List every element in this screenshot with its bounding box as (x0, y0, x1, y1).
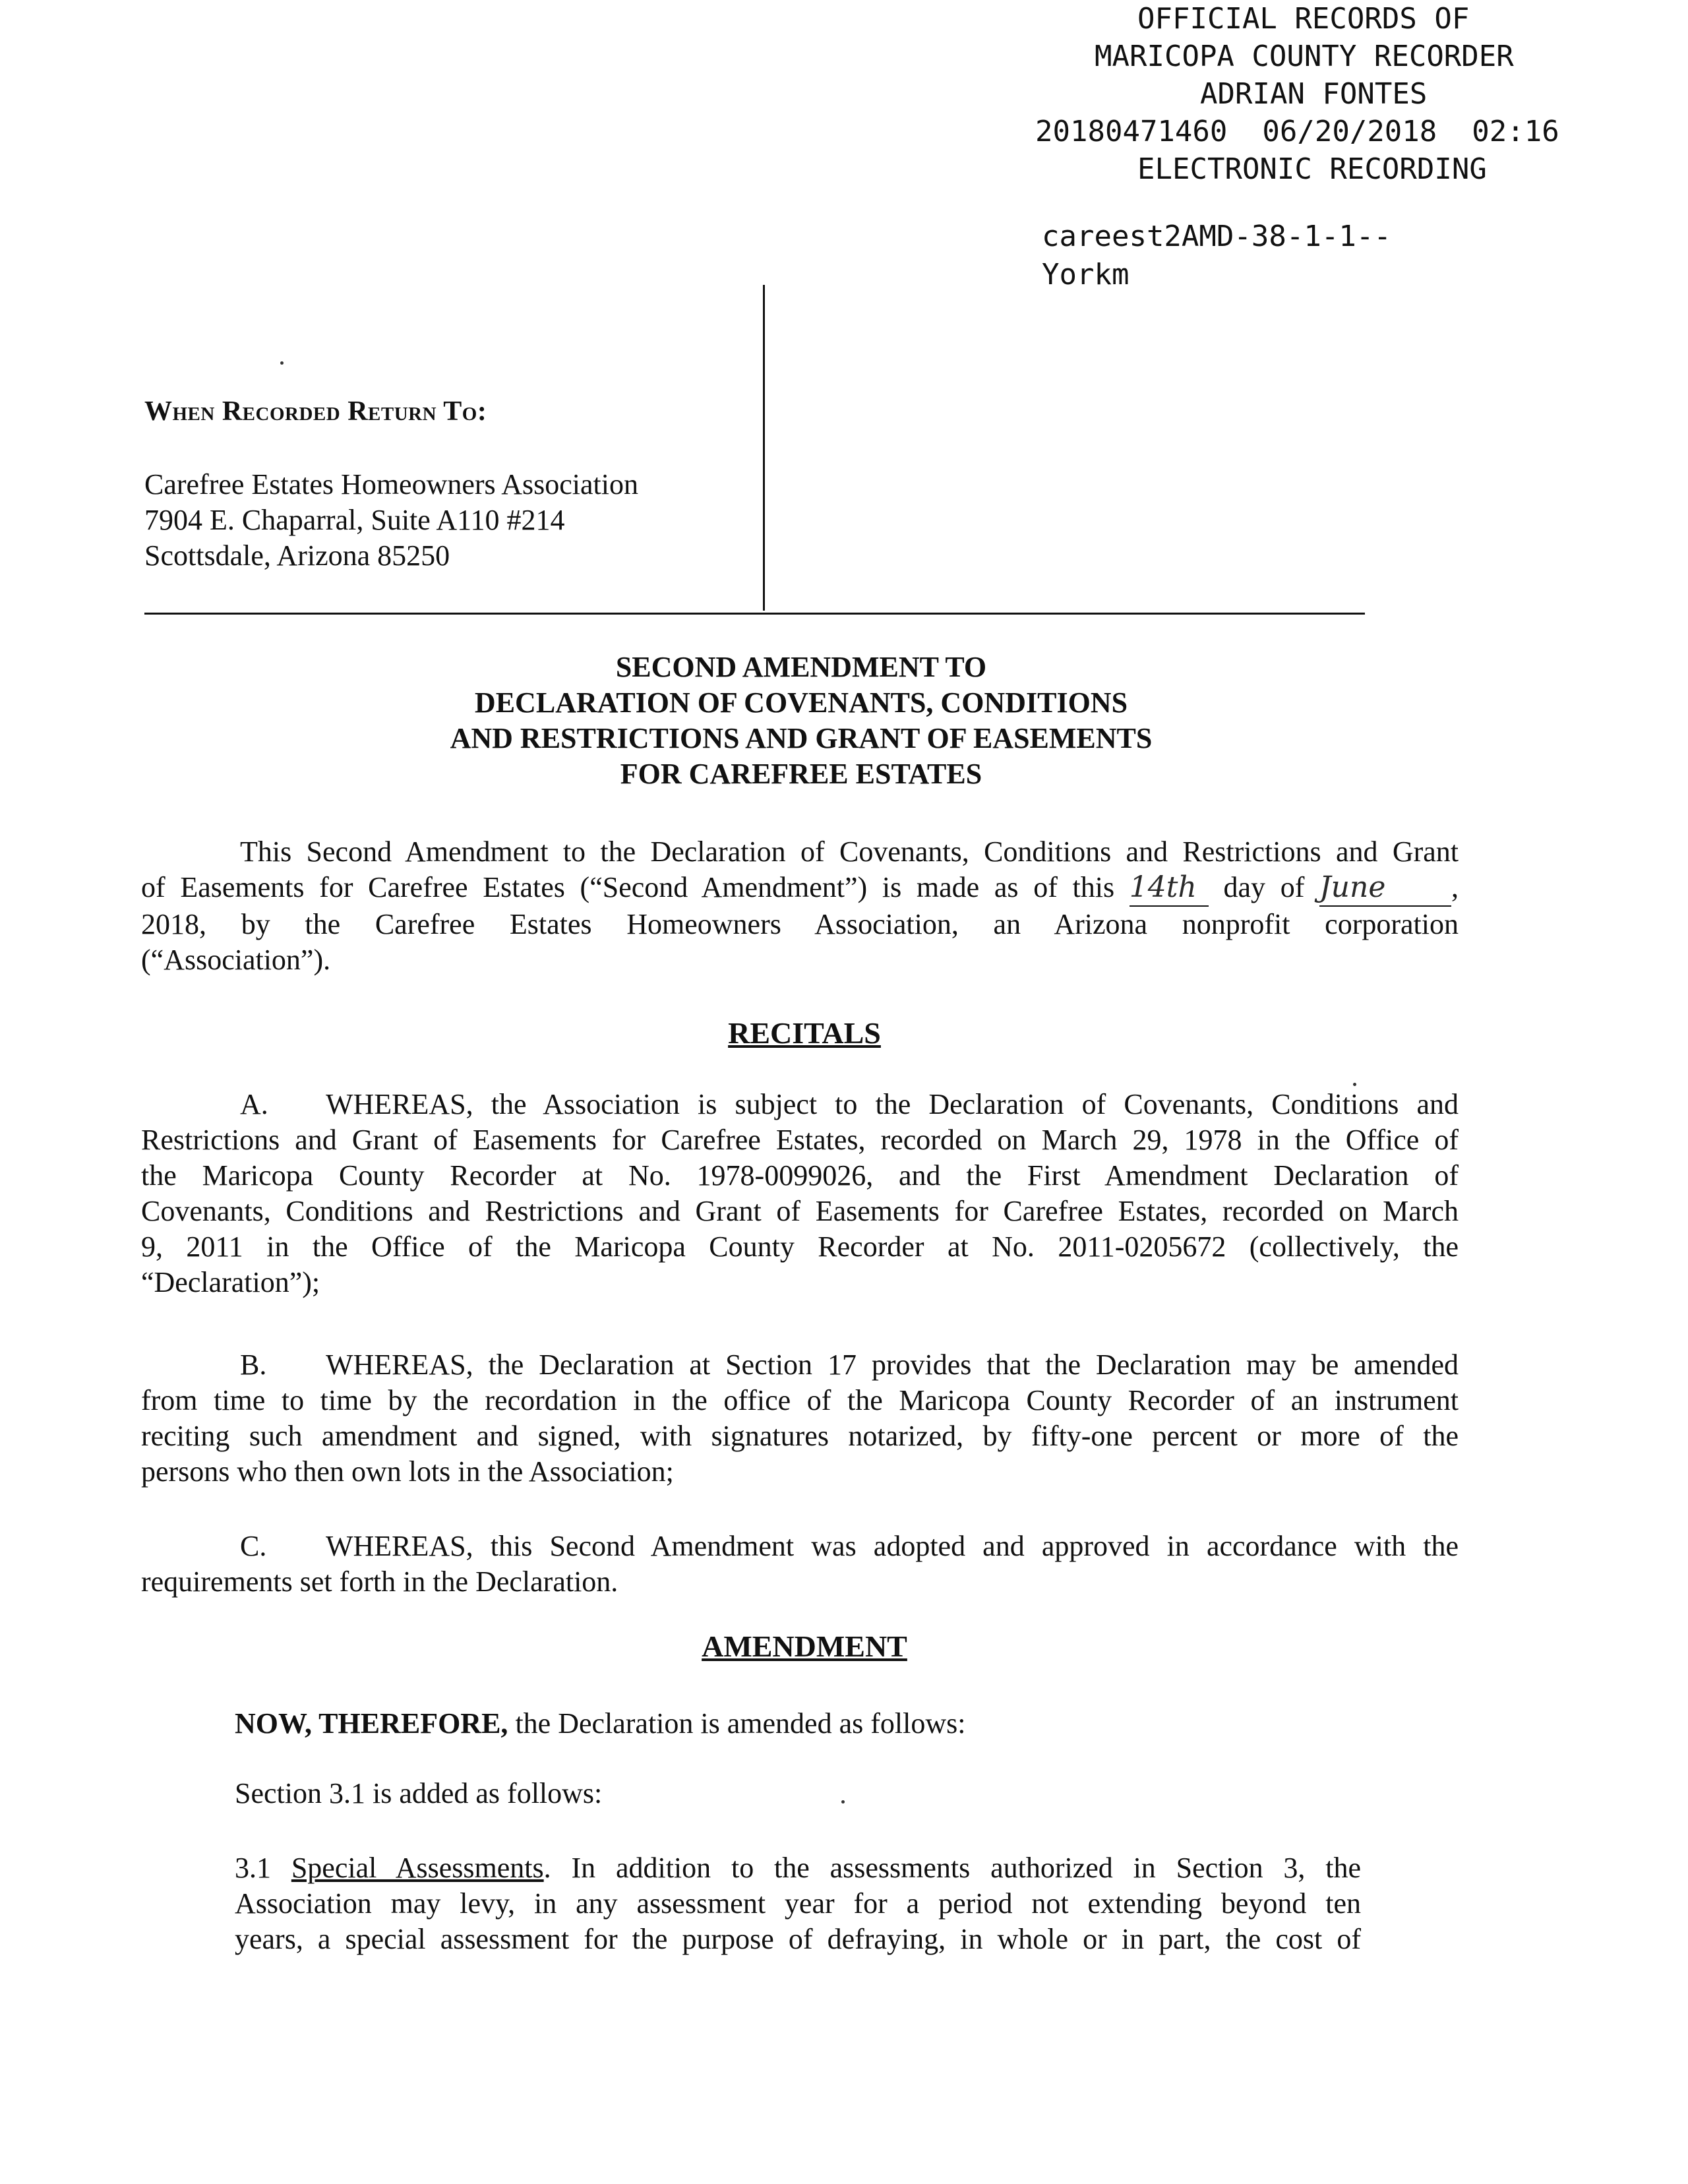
recital-a-line (141, 1087, 1459, 1122)
now-therefore-line (235, 1706, 1422, 1742)
return-box-divider (763, 285, 765, 611)
month-handwritten: June (1319, 870, 1386, 904)
title-line-1: SECOND AMENDMENT TO (615, 651, 987, 683)
recital-b-line (141, 1347, 1459, 1383)
recital-a-line-3: the Maricopa County Recorder at No. 1978-0099026, and the First Amendment Declaration of (141, 1159, 1459, 1192)
day-field (1130, 870, 1209, 907)
recital-a-line-5: 9, 2011 in the Office of the Maricopa County Recorder at No. 2011-0205672 (collectively, the (141, 1230, 1459, 1263)
section-3-1-title: Special Assessments (291, 1852, 544, 1884)
recital-a-line-1: WHEREAS, the Association is subject to the Declaration of Covenants, Conditions and (326, 1088, 1459, 1120)
section-3-1-line-3: years, a special assessment for the purpose of defraying, in whole or in part, the cost of (235, 1923, 1361, 1955)
return-address (144, 467, 638, 574)
recital-a-line-2: Restrictions and Grant of Easements for Carefree Estates, recorded on March 29, 1978 in the Office of (141, 1124, 1459, 1156)
stamp-recording-number: 20180471460 06/20/2018 02:16 (1035, 115, 1559, 148)
recording-stamp (1029, 0, 1688, 188)
return-to-heading (144, 396, 487, 427)
document-id (1042, 218, 1391, 294)
now-therefore (235, 1706, 1422, 1742)
recital-b-line-2: from time to time by the recordation in the office of the Maricopa County Recorder of an instrument (141, 1384, 1459, 1416)
recital-c-line-1: WHEREAS, this Second Amendment was adopted and approved in accordance with the (326, 1530, 1459, 1562)
title-line-4: FOR CAREFREE ESTATES (620, 758, 982, 790)
section-3-1-line-2: Association may levy, in any assessment year for a period not extending beyond ten (235, 1887, 1361, 1920)
section-3-1-line-1-text: . In addition to the assessments authorized in Section 3, the (543, 1852, 1362, 1884)
stamp-line-5: ELECTRONIC RECORDING (1137, 152, 1487, 186)
recital-c-line (141, 1529, 1459, 1564)
document-title (0, 650, 1602, 792)
return-address-line-3: Scottsdale, Arizona 85250 (144, 539, 450, 572)
section-3-1-number: 3.1 (235, 1852, 291, 1884)
stamp-line-2: MARICOPA COUNTY RECORDER (1095, 40, 1514, 73)
return-address-line-2: 7904 E. Chaparral, Suite A110 #214 (144, 504, 565, 536)
intro-line-1: This Second Amendment to the Declaration of Covenants, Conditions and Restrictions and Grant (240, 835, 1459, 868)
speck (1353, 1083, 1356, 1086)
document-id-line-2: Yorkm (1042, 258, 1130, 291)
now-therefore-bold: NOW, THEREFORE, (235, 1707, 508, 1740)
recital-a-line-6: “Declaration”); (141, 1266, 320, 1298)
recital-b-line-3: reciting such amendment and signed, with signatures notarized, by fifty-one percent or more of the (141, 1420, 1459, 1452)
stamp-line-3: ADRIAN FONTES (1200, 77, 1428, 111)
intro-line-2 (141, 870, 1459, 907)
intro-comma: , (1451, 871, 1459, 903)
recital-c (141, 1529, 1459, 1600)
return-to-heading-text: When Recorded Return To: (144, 396, 487, 427)
recital-c-label: C. (240, 1530, 267, 1562)
recital-b-label: B. (240, 1349, 267, 1381)
intro-paragraph (141, 834, 1459, 978)
title-line-3: AND RESTRICTIONS AND GRANT OF EASEMENTS (450, 722, 1153, 754)
section-3-1 (235, 1850, 1361, 1957)
recitals-heading: RECITALS (728, 1016, 881, 1050)
recital-a-label: A. (240, 1088, 268, 1120)
intro-line-4: (“Association”). (141, 944, 331, 976)
document-id-line-1: careest2AMD-38-1-1-- (1042, 220, 1391, 253)
section-added-note (235, 1776, 1422, 1811)
section-added-text: Section 3.1 is added as follows: (235, 1777, 603, 1809)
recital-a-line-4: Covenants, Conditions and Restrictions and Grant of Easements for Carefree Estates, recorded on March (141, 1195, 1459, 1227)
recital-b-line-4: persons who then own lots in the Association; (141, 1455, 674, 1488)
month-field (1319, 870, 1451, 907)
recital-b-line-1: WHEREAS, the Declaration at Section 17 provides that the Declaration may be amended (326, 1349, 1459, 1381)
amendment-heading: AMENDMENT (702, 1629, 907, 1663)
stamp-line-1: OFFICIAL RECORDS OF (1137, 2, 1470, 36)
return-address-line-1: Carefree Estates Homeowners Association (144, 468, 638, 501)
section-3-1-line-1 (235, 1850, 1361, 1886)
intro-day-of: day of (1223, 871, 1305, 903)
title-line-2: DECLARATION OF COVENANTS, CONDITIONS (474, 686, 1128, 719)
now-therefore-text: the Declaration is amended as follows: (508, 1707, 966, 1740)
intro-line-2-text: of Easements for Carefree Estates (“Second Amendment”) is made as of this (141, 871, 1115, 903)
speck (280, 361, 284, 365)
intro-line-3: 2018, by the Carefree Estates Homeowners Association, an Arizona nonprofit corporation (141, 908, 1459, 940)
day-handwritten: 14th (1129, 870, 1197, 904)
return-box-rule (144, 613, 1365, 615)
recital-b (141, 1347, 1459, 1490)
recital-c-line-2: requirements set forth in the Declaration. (141, 1565, 618, 1598)
recital-a (141, 1087, 1459, 1300)
